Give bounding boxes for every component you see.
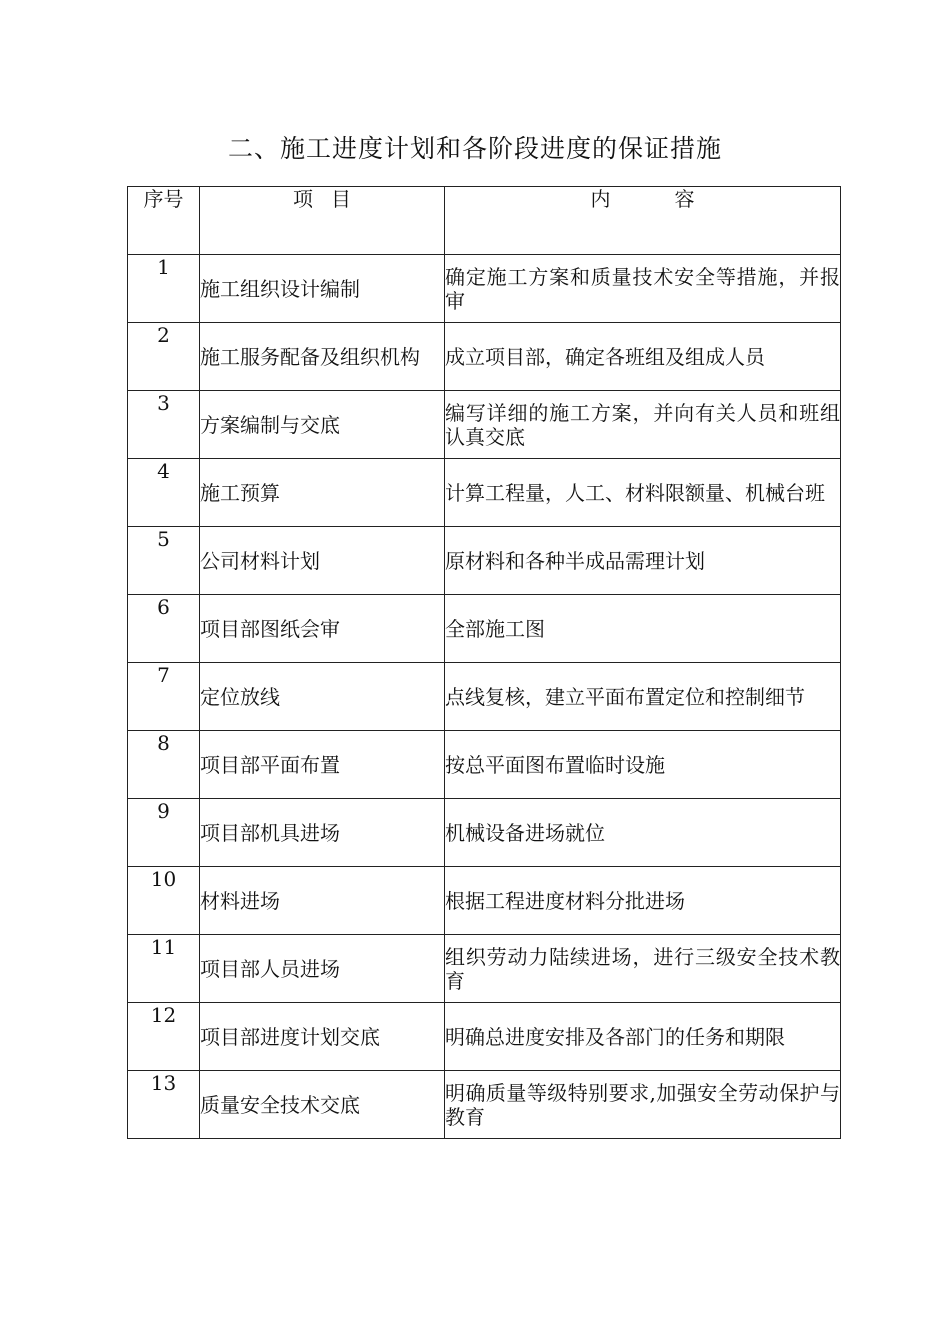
row-item: 项目部图纸会审 — [200, 595, 445, 663]
table-row — [128, 323, 841, 391]
row-content: 根据工程进度材料分批进场 — [445, 867, 841, 935]
row-number: 12 — [128, 1003, 200, 1071]
table-row — [128, 731, 841, 799]
column-header-item: 项目 — [200, 187, 445, 255]
column-header-number: 序号 — [128, 187, 200, 255]
row-content: 确定施工方案和质量技术安全等措施，并报审 — [445, 255, 841, 323]
table-header-row — [128, 187, 841, 255]
row-content: 计算工程量，人工、材料限额量、机械台班 — [445, 459, 841, 527]
table-row — [128, 1003, 841, 1071]
schedule-table — [127, 186, 841, 1139]
row-item: 定位放线 — [200, 663, 445, 731]
row-content: 明确总进度安排及各部门的任务和期限 — [445, 1003, 841, 1071]
row-item: 项目部人员进场 — [200, 935, 445, 1003]
row-item: 项目部机具进场 — [200, 799, 445, 867]
column-header-content: 内容 — [445, 187, 841, 255]
row-number: 3 — [128, 391, 200, 459]
table-row — [128, 595, 841, 663]
row-number: 4 — [128, 459, 200, 527]
row-content: 组织劳动力陆续进场，进行三级安全技术教育 — [445, 935, 841, 1003]
row-number: 2 — [128, 323, 200, 391]
row-item: 项目部平面布置 — [200, 731, 445, 799]
row-item: 施工服务配备及组织机构 — [200, 323, 445, 391]
table-row — [128, 663, 841, 731]
table-row — [128, 459, 841, 527]
row-content: 原材料和各种半成品需理计划 — [445, 527, 841, 595]
row-content: 明确质量等级特别要求,加强安全劳动保护与教育 — [445, 1071, 841, 1139]
row-content: 点线复核，建立平面布置定位和控制细节 — [445, 663, 841, 731]
row-content: 全部施工图 — [445, 595, 841, 663]
table-row — [128, 255, 841, 323]
row-item: 质量安全技术交底 — [200, 1071, 445, 1139]
row-number: 11 — [128, 935, 200, 1003]
row-item: 项目部进度计划交底 — [200, 1003, 445, 1071]
row-number: 5 — [128, 527, 200, 595]
row-item: 方案编制与交底 — [200, 391, 445, 459]
row-item: 材料进场 — [200, 867, 445, 935]
row-item: 施工组织设计编制 — [200, 255, 445, 323]
row-number: 1 — [128, 255, 200, 323]
row-number: 13 — [128, 1071, 200, 1139]
table-row — [128, 391, 841, 459]
row-number: 10 — [128, 867, 200, 935]
table-row — [128, 799, 841, 867]
row-number: 8 — [128, 731, 200, 799]
row-item: 施工预算 — [200, 459, 445, 527]
page-title: 二、施工进度计划和各阶段进度的保证措施 — [227, 134, 722, 163]
row-number: 9 — [128, 799, 200, 867]
row-content: 编写详细的施工方案，并向有关人员和班组认真交底 — [445, 391, 841, 459]
table-row — [128, 867, 841, 935]
row-number: 6 — [128, 595, 200, 663]
table-row — [128, 527, 841, 595]
row-number: 7 — [128, 663, 200, 731]
table-row — [128, 935, 841, 1003]
row-item: 公司材料计划 — [200, 527, 445, 595]
table-row — [128, 1071, 841, 1139]
row-content: 按总平面图布置临时设施 — [445, 731, 841, 799]
row-content: 机械设备进场就位 — [445, 799, 841, 867]
row-content: 成立项目部，确定各班组及组成人员 — [445, 323, 841, 391]
